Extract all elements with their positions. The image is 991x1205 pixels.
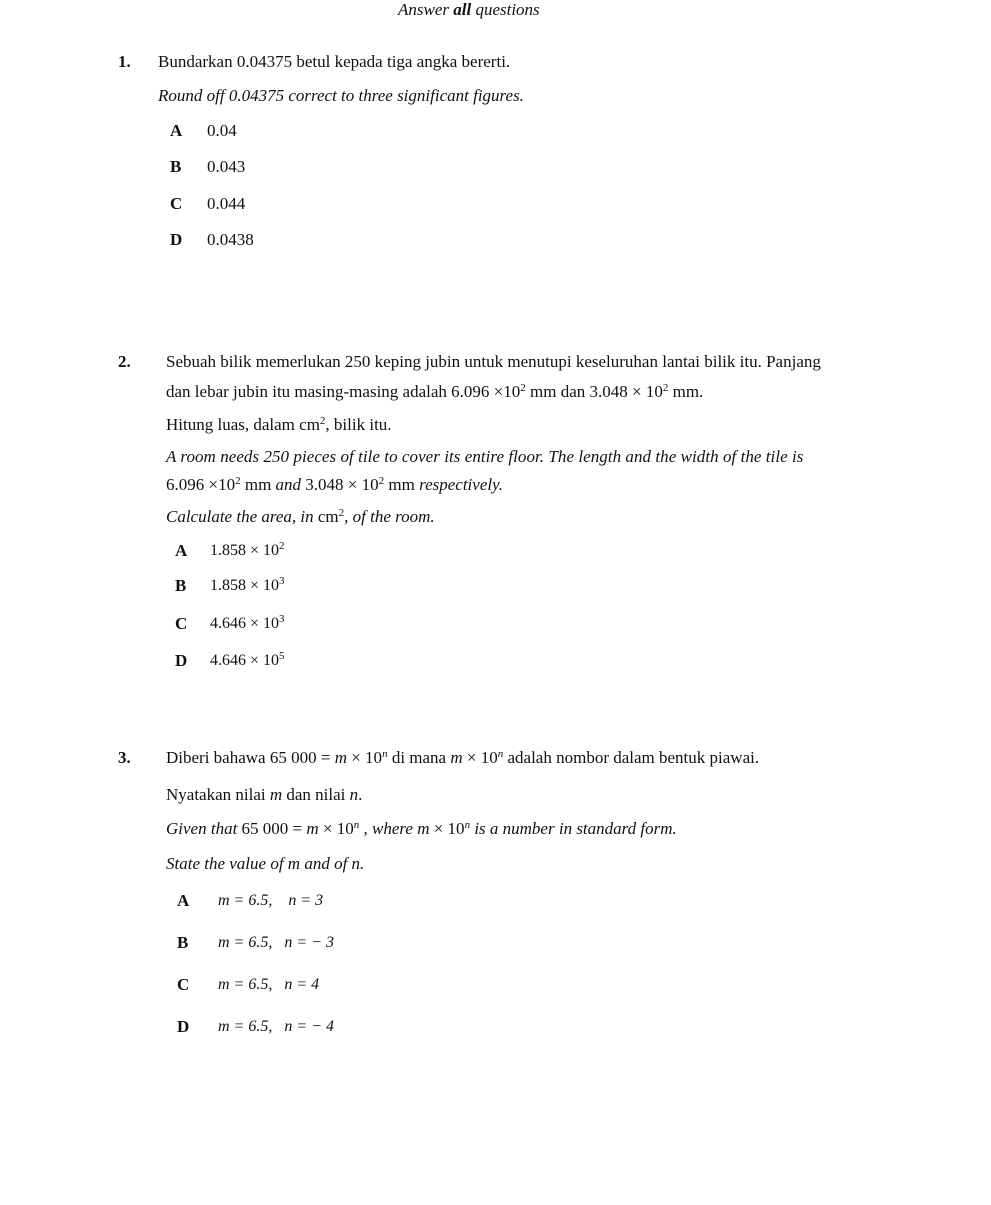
instructions-header <box>398 0 540 20</box>
text: Nyatakan nilai <box>166 785 270 804</box>
text: 1.858 × 10 <box>210 577 280 594</box>
q3-option-a-letter: A <box>177 891 190 910</box>
unit: cm <box>317 507 339 526</box>
question-2-english-line2 <box>166 475 503 495</box>
text: dan nilai <box>282 785 350 804</box>
text: , where <box>359 819 418 838</box>
text: Calculate the area, in <box>166 507 318 526</box>
exponent: 2 <box>235 475 241 487</box>
exponent: n <box>464 819 471 831</box>
q1-option-a-value: 0.04 <box>207 121 237 140</box>
var: m <box>450 748 463 767</box>
q3-option-c-value: m = 6.5, n = 4 <box>218 976 320 993</box>
text: 4.646 × 10 <box>210 652 280 669</box>
q3-option-d-letter: D <box>177 1017 190 1036</box>
exponent: 2 <box>378 475 385 487</box>
question-1-english: Round off 0.04375 correct to three significant figures. <box>158 86 524 105</box>
q2-option-c-value <box>210 614 285 634</box>
q1-option-c-value: 0.044 <box>207 194 246 213</box>
header-emphasis: all <box>453 0 472 19</box>
exponent: 2 <box>319 415 326 427</box>
question-1-number: 1. <box>118 52 131 71</box>
q3-option-d-value: m = 6.5, n = − 4 <box>218 1018 334 1035</box>
text: mm <box>384 475 420 494</box>
text: Diberi bahawa 65 000 = <box>166 748 335 767</box>
exponent: n <box>382 748 388 760</box>
text: dan lebar jubin itu masing-masing adalah 6.096 ×10 <box>166 382 521 401</box>
header-text-end: questions <box>471 0 540 19</box>
text: Given that <box>166 819 242 838</box>
text: adalah nombor dalam bentuk piawai. <box>503 748 760 767</box>
q1-option-b-letter: B <box>170 157 182 176</box>
exponent: 2 <box>520 382 526 394</box>
question-2-malay-line1: Sebuah bilik memerlukan 250 keping jubin untuk menutupi keseluruhan lantai bilik itu. Panjang <box>166 352 821 371</box>
text: 6.096 ×10 <box>166 475 236 494</box>
question-2-number: 2. <box>118 352 131 371</box>
text: mm <box>240 475 276 494</box>
exponent: 2 <box>279 540 285 552</box>
text: × 10 <box>346 748 383 767</box>
text: is a number in standard form. <box>470 819 677 838</box>
q2-option-a-letter: A <box>175 541 188 560</box>
text: 1.858 × 10 <box>210 542 280 559</box>
text: respectively. <box>419 475 503 494</box>
exponent: n <box>353 819 360 831</box>
q3-option-c-letter: C <box>177 975 190 994</box>
q1-option-c-letter: C <box>170 194 183 213</box>
exponent: n <box>497 748 504 760</box>
var: m <box>269 785 283 804</box>
header-text: Answer <box>398 0 454 19</box>
text: 65 000 = <box>241 819 307 838</box>
text: Hitung luas, dalam cm <box>166 415 320 434</box>
q2-option-b-letter: B <box>175 576 187 595</box>
text: mm. <box>668 382 704 401</box>
var: m <box>334 748 347 767</box>
question-2-malay-line2 <box>166 382 703 402</box>
text: , of the room. <box>344 507 435 526</box>
q2-option-a-value <box>210 541 285 561</box>
question-2-english-line1: A room needs 250 pieces of tile to cover its entire floor. The length and the width of the tile is <box>166 447 804 466</box>
var: m <box>306 819 319 838</box>
q1-option-b-value: 0.043 <box>207 157 246 176</box>
question-2-english-line3 <box>166 507 435 527</box>
q3-option-a-value: m = 6.5, n = 3 <box>218 892 324 909</box>
question-3-english-line2: State the value of m and of n. <box>166 854 365 873</box>
q1-option-d-letter: D <box>170 230 183 249</box>
text: and <box>275 475 302 494</box>
question-3-number: 3. <box>118 748 131 767</box>
exponent: 3 <box>279 575 285 587</box>
q2-option-d-letter: D <box>175 651 188 670</box>
q1-option-a-letter: A <box>170 121 183 140</box>
question-3-malay-line1 <box>166 748 759 768</box>
q2-option-d-value <box>210 651 285 671</box>
text: . <box>358 785 363 804</box>
exponent: 2 <box>338 507 345 519</box>
question-1-malay: Bundarkan 0.04375 betul kepada tiga angka bererti. <box>158 52 511 71</box>
exponent: 3 <box>279 613 285 625</box>
q2-option-c-letter: C <box>175 614 188 633</box>
text: × 10 <box>429 819 465 838</box>
question-2-malay-line3 <box>166 415 392 435</box>
q3-option-b-letter: B <box>177 933 189 952</box>
q1-option-d-value: 0.0438 <box>207 230 254 249</box>
text: 3.048 × 10 <box>301 475 379 494</box>
text: × 10 <box>318 819 354 838</box>
exponent: 5 <box>279 650 285 662</box>
var: n <box>349 785 359 804</box>
text: mm dan 3.048 × 10 <box>525 382 663 401</box>
question-3-malay-line2 <box>166 785 362 805</box>
text: × 10 <box>462 748 498 767</box>
text: , bilik itu. <box>325 415 392 434</box>
text: di mana <box>387 748 451 767</box>
question-3-english-line1 <box>166 819 677 839</box>
q3-option-b-value: m = 6.5, n = − 3 <box>218 934 334 951</box>
text: 4.646 × 10 <box>210 615 280 632</box>
q2-option-b-value <box>210 576 285 596</box>
exponent: 2 <box>662 382 669 394</box>
var: m <box>417 819 430 838</box>
